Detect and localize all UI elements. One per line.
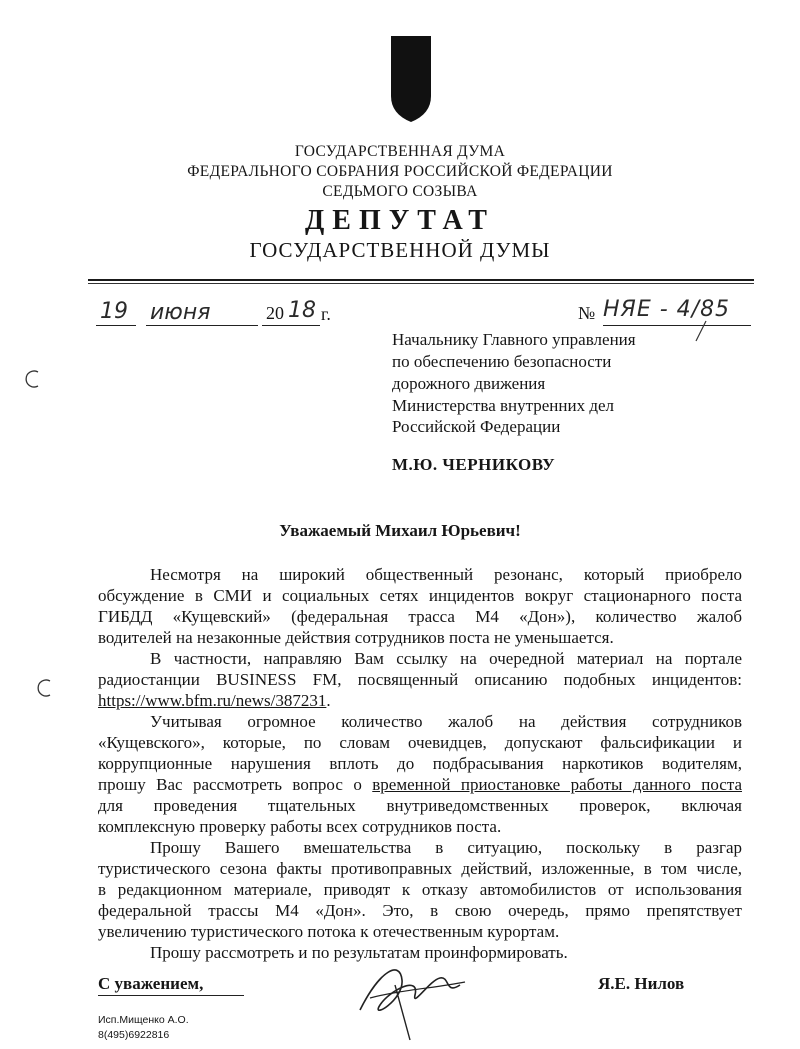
executor-phone: 8(495)6922816 bbox=[98, 1029, 170, 1041]
letterhead-line-2: ФЕДЕРАЛЬНОГО СОБРАНИЯ РОССИЙСКОЙ ФЕДЕРАЦИИ bbox=[187, 163, 613, 180]
pen-stroke-icon bbox=[690, 320, 712, 342]
date-month: июня bbox=[150, 300, 211, 325]
header-divider-thin bbox=[88, 283, 754, 284]
coat-of-arms-icon bbox=[389, 34, 433, 124]
body-line: ГИБДД «Кущевский» (федеральная трасса М4 «Дон»), количество жалоб bbox=[98, 607, 742, 626]
body-line: водителей на незаконные действия сотрудников поста не уменьшается. bbox=[98, 628, 614, 647]
body-line: Прошу рассмотреть и по результатам проинформировать. bbox=[150, 943, 568, 962]
body-line: «Кущевского», которые, по словам очевидцев, допускают фальсификации и bbox=[98, 733, 742, 752]
date-year-mark: г. bbox=[321, 304, 331, 324]
signature-icon bbox=[340, 950, 470, 1045]
body-line: Прошу Вашего вмешательства в ситуацию, поскольку в разгар bbox=[150, 838, 742, 857]
link-period: . bbox=[326, 691, 331, 710]
punch-hole-icon bbox=[36, 678, 54, 698]
greeting: Уважаемый Михаил Юрьевич! bbox=[279, 521, 521, 540]
number-underline bbox=[603, 325, 751, 326]
letterhead-line-1: ГОСУДАРСТВЕННАЯ ДУМА bbox=[294, 143, 506, 160]
body-line: обсуждение в СМИ и социальных сетях инцидентов вокруг стационарного поста bbox=[98, 586, 742, 605]
number-label: № bbox=[578, 303, 596, 323]
letterhead-title: ДЕПУТАТ bbox=[305, 205, 495, 236]
addressee-name: М.Ю. ЧЕРНИКОВУ bbox=[392, 455, 556, 474]
address-line: по обеспечению безопасности bbox=[392, 352, 612, 371]
underlined-request: временной приостановке работы данного поста bbox=[372, 775, 742, 794]
address-line: Российской Федерации bbox=[392, 417, 561, 436]
body-line: туристического сезона факты противоправных действий, изложенные, в том числе, bbox=[98, 859, 742, 878]
letterhead-subtitle: ГОСУДАРСТВЕННОЙ ДУМЫ bbox=[249, 238, 551, 262]
body-line: увеличению туристического потока к отечественным курортам. bbox=[98, 922, 560, 941]
document-number: НЯЕ - 4/85 bbox=[603, 297, 731, 322]
closing: С уважением, bbox=[98, 974, 204, 993]
punch-hole-icon bbox=[24, 369, 42, 389]
address-line: Министерства внутренних дел bbox=[392, 396, 615, 415]
body-line: в редакционном материале, приводят к отказу автомобилистов от использования bbox=[98, 880, 742, 899]
body-line: комплексную проверку работы всех сотрудников поста. bbox=[98, 817, 502, 836]
date-underline bbox=[96, 325, 136, 326]
executor: Исп.Мищенко А.О. bbox=[98, 1014, 189, 1026]
header-divider bbox=[88, 279, 754, 281]
date-year: 18 bbox=[288, 298, 316, 323]
address-line: Начальнику Главного управления bbox=[392, 330, 636, 349]
body-line: В частности, направляю Вам ссылку на очередной материал на портале bbox=[150, 649, 742, 668]
body-text: прошу Вас рассмотреть вопрос о bbox=[98, 775, 373, 794]
signer-name: Я.Е. Нилов bbox=[598, 974, 685, 993]
body-line: коррупционные нарушения вплоть до подбрасывания наркотиков водителям, bbox=[98, 754, 742, 773]
body-line: Несмотря на широкий общественный резонанс, который приобрело bbox=[150, 565, 742, 584]
date-underline bbox=[262, 325, 320, 326]
body-line bbox=[98, 690, 742, 711]
letterhead-line-3: СЕДЬМОГО СОЗЫВА bbox=[322, 183, 478, 200]
date-year-prefix: 20 bbox=[266, 303, 284, 323]
body-line bbox=[98, 774, 742, 795]
date-day: 19 bbox=[100, 299, 128, 324]
body-line: для проведения тщательных внутриведомственных проверок, включая bbox=[98, 796, 742, 815]
body-line: Учитывая огромное количество жалоб на действия сотрудников bbox=[150, 712, 742, 731]
body-line: радиостанции BUSINESS FM, посвященный описанию подобных инцидентов: bbox=[98, 670, 742, 689]
body-line: федеральной трассы М4 «Дон». Это, в свою очередь, прямо препятствует bbox=[98, 901, 742, 920]
address-line: дорожного движения bbox=[392, 374, 546, 393]
date-underline bbox=[146, 325, 258, 326]
closing-underline bbox=[98, 995, 244, 996]
news-link[interactable]: https://www.bfm.ru/news/387231 bbox=[98, 691, 327, 710]
